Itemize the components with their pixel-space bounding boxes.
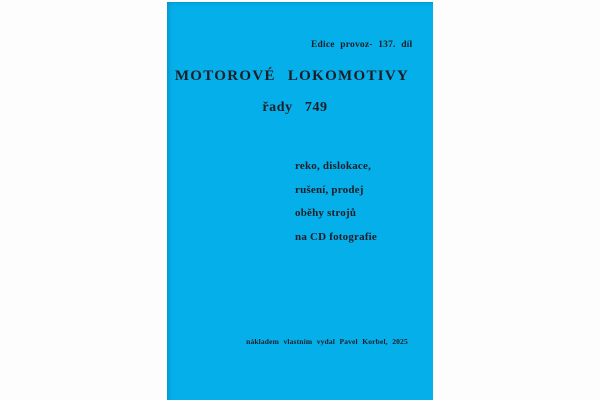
detail-line: reko, dislokace, xyxy=(295,160,372,172)
detail-line: na CD fotografie xyxy=(295,230,378,243)
series-number: řady 749 xyxy=(262,100,328,115)
detail-line: oběhy strojů xyxy=(295,207,357,219)
imprint-line: nákladem vlastním vydal Pavel Korbel, 2025 xyxy=(246,337,408,346)
book-title: MOTOROVÉ LOKOMOTIVY xyxy=(174,68,410,84)
edition-label: Edice provoz- 137. díl xyxy=(311,40,413,50)
detail-line: rušení, prodej xyxy=(295,183,364,196)
details-block xyxy=(295,155,377,249)
book-cover xyxy=(167,2,433,400)
